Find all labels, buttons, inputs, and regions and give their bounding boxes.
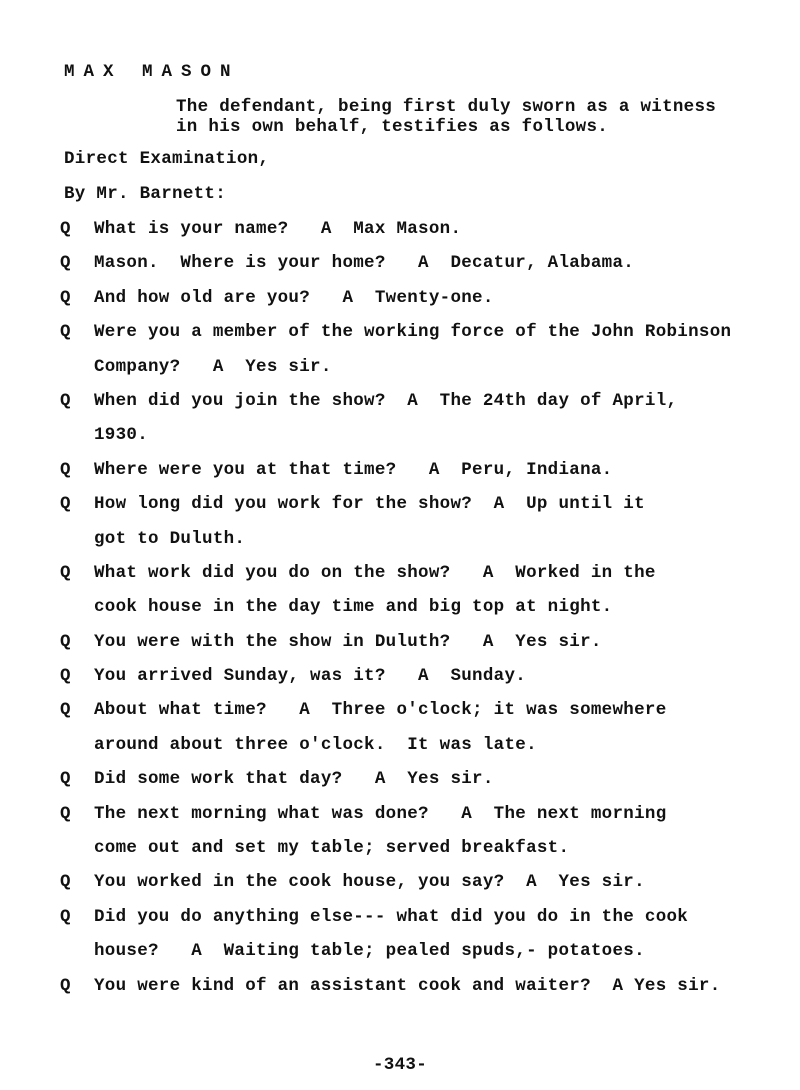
testimony-line xyxy=(0,870,800,904)
line-text: got to Duluth. xyxy=(94,528,246,549)
question-marker: Q xyxy=(60,906,71,927)
intro-line: The defendant, being first duly sworn as a witness xyxy=(176,97,717,117)
page-number: -343- xyxy=(372,1055,427,1075)
testimony-line xyxy=(0,630,800,664)
question-marker: Q xyxy=(60,322,71,343)
question-marker: Q xyxy=(60,631,71,652)
line-text: You arrived Sunday, was it? A Sunday. xyxy=(94,666,527,687)
question-marker: Q xyxy=(60,494,71,515)
testimony-line xyxy=(0,939,800,973)
testimony-line xyxy=(0,836,800,870)
testimony-line xyxy=(0,802,800,836)
question-marker: Q xyxy=(60,287,71,308)
question-marker: Q xyxy=(60,803,71,824)
examiner-heading: By Mr. Barnett: xyxy=(64,184,227,204)
line-text: house? A Waiting table; pealed spuds,- potatoes. xyxy=(94,941,645,962)
line-text: Company? A Yes sir. xyxy=(94,356,332,377)
line-text: You worked in the cook house, you say? A Yes sir. xyxy=(94,872,645,893)
line-text: 1930. xyxy=(94,425,149,446)
line-text: Were you a member of the working force of the John Robinson xyxy=(94,322,732,343)
witness-name: MAX MASON xyxy=(64,62,240,82)
testimony-line xyxy=(0,698,800,732)
line-text: come out and set my table; served breakfast. xyxy=(94,838,570,859)
line-text: Did you do anything else--- what did you do in the cook xyxy=(94,906,689,927)
question-marker: Q xyxy=(60,390,71,411)
line-text: The next morning what was done? A The next morning xyxy=(94,803,667,824)
testimony-line xyxy=(0,733,800,767)
line-text: Mason. Where is your home? A Decatur, Alabama. xyxy=(94,253,635,274)
testimony-line xyxy=(0,217,800,251)
testimony-line xyxy=(0,974,800,1008)
line-text: What is your name? A Max Mason. xyxy=(94,219,462,239)
testimony-line xyxy=(0,458,800,492)
line-text: How long did you work for the show? A Up until it xyxy=(94,494,645,515)
testimony-line xyxy=(0,905,800,939)
testimony-line xyxy=(0,492,800,526)
question-marker: Q xyxy=(60,700,71,721)
testimony-line xyxy=(0,767,800,801)
question-marker: Q xyxy=(60,666,71,687)
line-text: When did you join the show? A The 24th day of April, xyxy=(94,390,678,411)
section-heading: Direct Examination, xyxy=(64,149,270,169)
question-marker: Q xyxy=(60,562,71,583)
intro-line: in his own behalf, testifies as follows. xyxy=(176,117,609,137)
testimony-line xyxy=(0,320,800,354)
testimony-line xyxy=(0,423,800,457)
question-marker: Q xyxy=(60,219,71,239)
question-marker: Q xyxy=(60,459,71,480)
line-text: Did some work that day? A Yes sir. xyxy=(94,769,494,790)
testimony-line xyxy=(0,527,800,561)
line-text: What work did you do on the show? A Worked in the xyxy=(94,562,656,583)
line-text: And how old are you? A Twenty-one. xyxy=(94,287,494,308)
line-text: cook house in the day time and big top at night. xyxy=(94,597,613,618)
question-marker: Q xyxy=(60,975,71,996)
line-text: You were with the show in Duluth? A Yes sir. xyxy=(94,631,602,652)
testimony-line xyxy=(0,664,800,698)
line-text: About what time? A Three o'clock; it was somewhere xyxy=(94,700,667,721)
testimony-line xyxy=(0,251,800,285)
testimony-line xyxy=(0,389,800,423)
testimony-line xyxy=(0,286,800,320)
question-marker: Q xyxy=(60,769,71,790)
line-text: You were kind of an assistant cook and waiter? A Yes sir. xyxy=(94,975,721,996)
testimony-line xyxy=(0,561,800,595)
line-text: Where were you at that time? A Peru, Indiana. xyxy=(94,459,613,480)
question-marker: Q xyxy=(60,253,71,274)
testimony-line xyxy=(0,355,800,389)
intro-paragraph xyxy=(176,97,716,137)
line-text: around about three o'clock. It was late. xyxy=(94,734,537,755)
testimony-line xyxy=(0,595,800,629)
testimony xyxy=(0,217,800,1008)
question-marker: Q xyxy=(60,872,71,893)
